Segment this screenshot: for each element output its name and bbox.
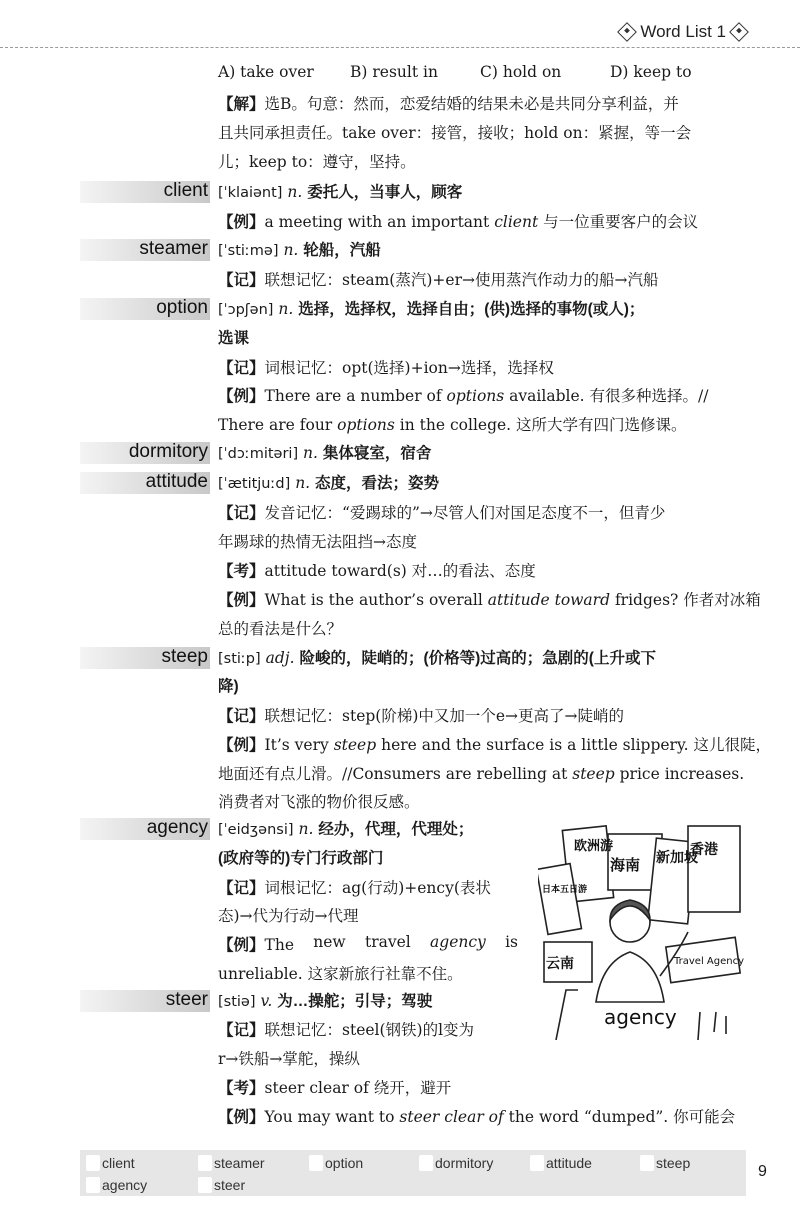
explanation-line: 儿；keep to：遵守，坚持。 [218, 153, 416, 171]
sign-hongkong-text: 香港 [690, 842, 718, 858]
illustration-caption: agency [604, 1005, 677, 1029]
explanation-line: 【解】选B。句意：然而，恋爱结婚的结果未必是共同分享利益，并 [218, 94, 679, 113]
example-line: 【例】It’s very steep here and the surface is a little slippery. 这儿很陡， [218, 735, 772, 754]
header-rule [0, 47, 800, 48]
headword-agency: agency [146, 817, 208, 838]
memory-line: 【记】发音记忆：“爱踢球的”→尽管人们对国足态度不一，但青少 [218, 503, 666, 522]
example-line: unreliable. 这家新旅行社靠不住。 [218, 965, 463, 983]
headword-option: option [156, 297, 208, 318]
example-line: 【例】The new travel agency is [218, 933, 518, 954]
entry-client-def: [ˈklaiənt] n. 委托人，当事人，顾客 [218, 183, 463, 201]
sign-singapore-text: 新加坡 [656, 850, 698, 866]
footer-word: steamer [214, 1155, 265, 1171]
memory-line: r→铁船→掌舵，操纵 [218, 1050, 360, 1068]
header-title: Word List 1 [640, 22, 726, 41]
page-number: 9 [758, 1163, 767, 1180]
footer-word-index [80, 1150, 746, 1196]
travel-agency-board-text: Travel Agency [674, 956, 744, 967]
exam-line: 【考】steer clear of 绕开，避开 [218, 1078, 452, 1097]
headword-client: client [163, 180, 208, 201]
headword-dormitory: dormitory [128, 441, 208, 462]
sign-hongkong [688, 826, 740, 912]
memory-line: 【记】联想记忆：steel(钢铁)的l变为 [218, 1020, 475, 1039]
option-b: B) result in [350, 63, 438, 81]
headword-steep: steep [161, 646, 208, 667]
example-line: There are four options in the college. 这所大学有四门选修课。 [218, 416, 687, 434]
footer-word: agency [102, 1177, 148, 1193]
example-line: 【例】There are a number of options available. 有很多种选择。// [218, 386, 709, 405]
entry-agency-def: [ˈeidʒənsi] n. 经办，代理，代理处； [218, 820, 474, 838]
example-line: 地面还有点儿滑。//Consumers are rebelling at steep price increases. [218, 765, 745, 783]
diamond-icon [729, 22, 749, 42]
headword-steer: steer [165, 989, 208, 1010]
memory-line: 态)→代为行动→代理 [218, 907, 359, 925]
headword-attitude: attitude [145, 471, 208, 492]
example-line: 【例】a meeting with an important client 与一位重要客户的会议 [218, 212, 699, 231]
agency-illustration [538, 812, 750, 1040]
footer-word: attitude [546, 1155, 592, 1171]
headword-steamer: steamer [139, 238, 208, 259]
diamond-icon [617, 22, 637, 42]
memory-line: 年踢球的热情无法阻挡→态度 [218, 533, 417, 551]
footer-word: client [102, 1155, 135, 1171]
memory-line: 【记】联想记忆：step(阶梯)中又加一个e→更高了→陡峭的 [218, 706, 625, 725]
footer-word: option [325, 1155, 364, 1171]
page-header [620, 22, 746, 42]
entry-attitude-def: [ˈætitjuːd] n. 态度，看法；姿势 [218, 474, 440, 492]
entry-agency-def-cont: (政府等的)专门行政部门 [218, 850, 384, 867]
footer-word: steep [656, 1155, 691, 1171]
entry-steep-def: [stiːp] adj. 险峻的，陡峭的；(价格等)过高的；急剧的(上升或下 [218, 649, 656, 667]
option-a: A) take over [218, 63, 314, 81]
sign-yunnan-text: 云南 [546, 956, 574, 972]
entry-steep-def-cont: 降) [218, 678, 239, 695]
example-line: 【例】What is the author’s overall attitude toward fridges? 作者对冰箱 [218, 590, 761, 609]
memory-line: 【记】联想记忆：steam(蒸汽)+er→使用蒸汽作动力的船→汽船 [218, 270, 659, 289]
footer-word: steer [214, 1177, 246, 1193]
sign-japan-text: 日本五日游 [542, 885, 588, 895]
woman-body [596, 952, 664, 1002]
exam-line: 【考】attitude toward(s) 对…的看法、态度 [218, 561, 536, 580]
entry-steer-def: [stiə] v. 为…操舵；引导；驾驶 [218, 992, 433, 1010]
example-line: 总的看法是什么？ [218, 620, 343, 638]
memory-line: 【记】词根记忆：ag(行动)+ency(表状 [218, 878, 491, 897]
example-line: 【例】You may want to steer clear of the word “dumped”. 你可能会 [218, 1107, 736, 1126]
entry-steamer-def: [ˈstiːmə] n. 轮船，汽船 [218, 241, 381, 259]
question-options [218, 63, 692, 81]
explanation-line: 且共同承担责任。take over：接管，接收；hold on：紧握，等一会 [218, 124, 692, 142]
sign-europe-text: 欧洲游 [574, 839, 614, 854]
option-d: D) keep to [610, 63, 692, 81]
entry-option-def-cont: 选课 [218, 330, 250, 347]
entry-dormitory-def: [ˈdɔːmitəri] n. 集体寝室，宿舍 [218, 444, 432, 462]
sign-hainan-text: 海南 [610, 856, 641, 874]
footer-word: dormitory [435, 1155, 494, 1171]
memory-line: 【记】词根记忆：opt(选择)+ion→选择，选择权 [218, 358, 554, 377]
option-c: C) hold on [480, 63, 562, 81]
entry-option-def: [ˈɔpʃən] n. 选择，选择权，选择自由；(供)选择的事物(或人)； [218, 300, 645, 318]
example-line: 消费者对飞涨的物价很反感。 [218, 793, 420, 811]
